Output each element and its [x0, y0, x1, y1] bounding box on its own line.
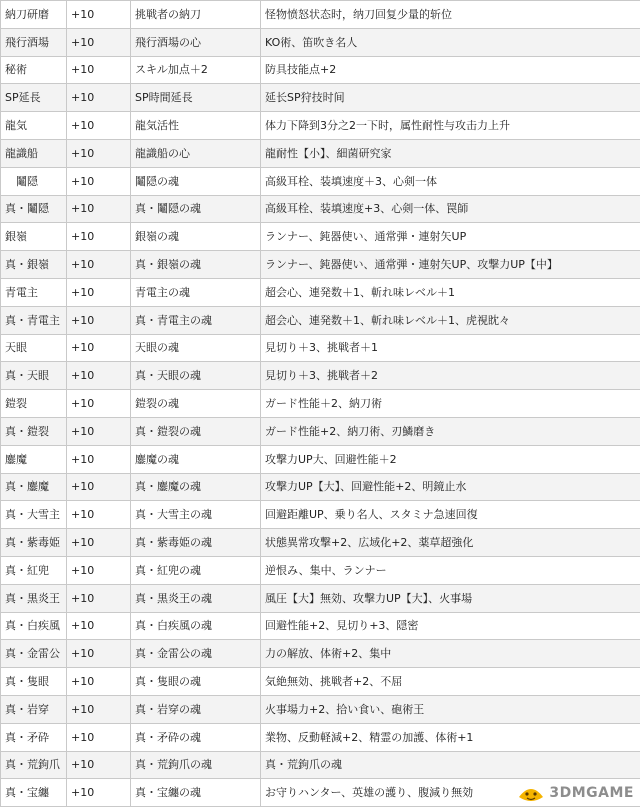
skill-level-cell: +10: [67, 612, 131, 640]
table-row: [1, 695, 640, 723]
soul-name-cell: 真・宝纏の魂: [131, 779, 261, 807]
skill-effects-cell: 力の解放、体術+2、集中: [261, 640, 640, 668]
skill-name-cell: 真・大雪主: [1, 501, 67, 529]
soul-name-cell: 真・天眼の魂: [131, 362, 261, 390]
skill-name-cell: 飛行酒場: [1, 28, 67, 56]
soul-name-cell: 真・荒鉤爪の魂: [131, 751, 261, 779]
skill-name-cell: 真・隻眼: [1, 668, 67, 696]
table-row: [1, 445, 640, 473]
soul-name-cell: SP時間延長: [131, 84, 261, 112]
skill-effects-cell: ランナー、鈍器使い、通常弾・連射矢UP: [261, 223, 640, 251]
table-row: [1, 167, 640, 195]
skill-level-cell: +10: [67, 390, 131, 418]
skill-name-cell: 龍気: [1, 112, 67, 140]
soul-name-cell: 鎧裂の魂: [131, 390, 261, 418]
skill-effects-cell: 風圧【大】無効、攻撃力UP【大】、火事場: [261, 584, 640, 612]
skill-name-cell: 真・天眼: [1, 362, 67, 390]
soul-name-cell: 真・鎧裂の魂: [131, 417, 261, 445]
skill-effects-cell: 攻撃力UP【大】、回避性能+2、明鏡止水: [261, 473, 640, 501]
table-row: [1, 306, 640, 334]
table-row: [1, 584, 640, 612]
skill-name-cell: 真・銀嶺: [1, 251, 67, 279]
skill-level-cell: +10: [67, 1, 131, 29]
soul-name-cell: 真・矛砕の魂: [131, 723, 261, 751]
skill-effects-cell: 超会心、連発数＋1、斬れ味レベル＋1、虎視眈々: [261, 306, 640, 334]
skill-level-cell: +10: [67, 223, 131, 251]
table-row: [1, 417, 640, 445]
skill-name-cell: 青電主: [1, 278, 67, 306]
skill-level-cell: +10: [67, 584, 131, 612]
table-row: [1, 84, 640, 112]
skill-name-cell: SP延長: [1, 84, 67, 112]
skill-level-cell: +10: [67, 668, 131, 696]
soul-name-cell: 真・青電主の魂: [131, 306, 261, 334]
skill-name-cell: 真・鬮隠: [1, 195, 67, 223]
watermark: [517, 783, 634, 803]
soul-name-cell: 真・白疾風の魂: [131, 612, 261, 640]
table-row: [1, 195, 640, 223]
skill-effects-cell: 逆恨み、集中、ランナー: [261, 556, 640, 584]
skill-name-cell: 真・黒炎王: [1, 584, 67, 612]
smiling-face-logo-icon: [517, 783, 545, 803]
table-row: [1, 223, 640, 251]
soul-name-cell: 真・黒炎王の魂: [131, 584, 261, 612]
skill-effects-cell: 回避性能+2、見切り+3、隠密: [261, 612, 640, 640]
table-row: [1, 278, 640, 306]
skill-level-cell: +10: [67, 306, 131, 334]
soul-name-cell: 真・隻眼の魂: [131, 668, 261, 696]
skill-level-cell: +10: [67, 751, 131, 779]
skill-level-cell: +10: [67, 84, 131, 112]
skill-effects-cell: 体力下降到3分之2一下时，属性耐性与攻击力上升: [261, 112, 640, 140]
skill-level-cell: +10: [67, 723, 131, 751]
skill-effects-cell: 延长SP狩技时间: [261, 84, 640, 112]
table-row: [1, 1, 640, 29]
table-row: [1, 251, 640, 279]
skill-effects-cell: 防具技能点+2: [261, 56, 640, 84]
skill-effects-cell: 状態異常攻撃+2、広域化+2、薬草超強化: [261, 529, 640, 557]
soul-name-cell: 真・金雷公の魂: [131, 640, 261, 668]
skill-level-cell: +10: [67, 195, 131, 223]
soul-name-cell: 真・岩穿の魂: [131, 695, 261, 723]
soul-name-cell: スキル加点＋2: [131, 56, 261, 84]
skill-level-cell: +10: [67, 556, 131, 584]
skill-effects-cell: 攻撃力UP大、回避性能＋2: [261, 445, 640, 473]
table-row: [1, 640, 640, 668]
table-row: [1, 334, 640, 362]
skill-name-cell: 納刀研磨: [1, 1, 67, 29]
skill-name-cell: 真・白疾風: [1, 612, 67, 640]
table-row: [1, 139, 640, 167]
soul-name-cell: 真・鏖魔の魂: [131, 473, 261, 501]
skill-effects-cell: お守りハンター、英雄の護り、腹減り無効: [261, 779, 640, 807]
soul-name-cell: 龍識船の心: [131, 139, 261, 167]
soul-name-cell: 銀嶺の魂: [131, 223, 261, 251]
skills-table-body: [1, 1, 640, 807]
skill-level-cell: +10: [67, 334, 131, 362]
soul-name-cell: 真・銀嶺の魂: [131, 251, 261, 279]
soul-name-cell: 龍気活性: [131, 112, 261, 140]
skill-name-cell: 銀嶺: [1, 223, 67, 251]
skill-level-cell: +10: [67, 112, 131, 140]
skill-level-cell: +10: [67, 640, 131, 668]
skill-name-cell: 真・金雷公: [1, 640, 67, 668]
soul-name-cell: 真・大雪主の魂: [131, 501, 261, 529]
skill-effects-cell: KO術、笛吹き名人: [261, 28, 640, 56]
skill-name-cell: 真・鎧裂: [1, 417, 67, 445]
skill-level-cell: +10: [67, 529, 131, 557]
table-row: [1, 473, 640, 501]
table-row: [1, 556, 640, 584]
skill-effects-cell: ランナー、鈍器使い、通常弾・連射矢UP、攻撃力UP【中】: [261, 251, 640, 279]
skill-name-cell: 龍識船: [1, 139, 67, 167]
skill-level-cell: +10: [67, 167, 131, 195]
skill-level-cell: +10: [67, 362, 131, 390]
soul-name-cell: 真・鬮隠の魂: [131, 195, 261, 223]
table-row: [1, 612, 640, 640]
skill-name-cell: 鬮隠: [1, 167, 67, 195]
table-row: [1, 362, 640, 390]
soul-name-cell: 鏖魔の魂: [131, 445, 261, 473]
skill-effects-cell: ガード性能＋2、納刀術: [261, 390, 640, 418]
table-row: [1, 56, 640, 84]
skill-name-cell: 真・紅兜: [1, 556, 67, 584]
skill-name-cell: 真・鏖魔: [1, 473, 67, 501]
skill-level-cell: +10: [67, 251, 131, 279]
table-row: [1, 112, 640, 140]
skill-name-cell: 真・荒鉤爪: [1, 751, 67, 779]
skill-level-cell: +10: [67, 779, 131, 807]
table-row: [1, 529, 640, 557]
skill-name-cell: 秘術: [1, 56, 67, 84]
skill-level-cell: +10: [67, 56, 131, 84]
skill-name-cell: 真・岩穿: [1, 695, 67, 723]
skill-name-cell: 鎧裂: [1, 390, 67, 418]
skill-effects-cell: 回避距離UP、乗り名人、スタミナ急速回復: [261, 501, 640, 529]
skill-name-cell: 天眼: [1, 334, 67, 362]
skill-effects-cell: 見切り＋3、挑戦者＋2: [261, 362, 640, 390]
skill-effects-cell: 業物、反動軽減+2、精霊の加護、体術+1: [261, 723, 640, 751]
watermark-text: 3DMGAME: [549, 785, 634, 801]
skill-level-cell: +10: [67, 473, 131, 501]
table-row: [1, 751, 640, 779]
table-row: [1, 723, 640, 751]
table-row: [1, 501, 640, 529]
skill-effects-cell: 龍耐性【小】、細菌研究家: [261, 139, 640, 167]
soul-name-cell: 挑戦者の納刀: [131, 1, 261, 29]
skill-name-cell: 真・宝纏: [1, 779, 67, 807]
skill-effects-cell: ガード性能+2、納刀術、刃鱗磨き: [261, 417, 640, 445]
skill-name-cell: 真・青電主: [1, 306, 67, 334]
skill-effects-cell: 怪物愤怒状态时，纳刀回复少量的斩位: [261, 1, 640, 29]
soul-name-cell: 真・紅兜の魂: [131, 556, 261, 584]
soul-name-cell: 天眼の魂: [131, 334, 261, 362]
skill-effects-cell: 高級耳栓、装填速度＋3、心剣一体: [261, 167, 640, 195]
soul-name-cell: 青電主の魂: [131, 278, 261, 306]
skill-effects-cell: 気絶無効、挑戦者+2、不屈: [261, 668, 640, 696]
skill-name-cell: 鏖魔: [1, 445, 67, 473]
table-row: [1, 390, 640, 418]
skill-effects-cell: 高級耳栓、装填速度+3、心剣一体、罠師: [261, 195, 640, 223]
skill-effects-cell: 真・荒鉤爪の魂: [261, 751, 640, 779]
skill-effects-cell: 超会心、連発数＋1、斬れ味レベル＋1: [261, 278, 640, 306]
table-row: [1, 668, 640, 696]
skill-level-cell: +10: [67, 445, 131, 473]
skill-effects-cell: 火事場力+2、拾い食い、砲術王: [261, 695, 640, 723]
skill-effects-cell: 見切り＋3、挑戦者＋1: [261, 334, 640, 362]
skill-name-cell: 真・紫毒姫: [1, 529, 67, 557]
soul-name-cell: 飛行酒場の心: [131, 28, 261, 56]
skill-level-cell: +10: [67, 501, 131, 529]
soul-name-cell: 鬮隠の魂: [131, 167, 261, 195]
skill-name-cell: 真・矛砕: [1, 723, 67, 751]
skill-level-cell: +10: [67, 417, 131, 445]
skill-level-cell: +10: [67, 28, 131, 56]
soul-name-cell: 真・紫毒姫の魂: [131, 529, 261, 557]
skill-level-cell: +10: [67, 139, 131, 167]
table-row: [1, 28, 640, 56]
skill-level-cell: +10: [67, 278, 131, 306]
skill-level-cell: +10: [67, 695, 131, 723]
